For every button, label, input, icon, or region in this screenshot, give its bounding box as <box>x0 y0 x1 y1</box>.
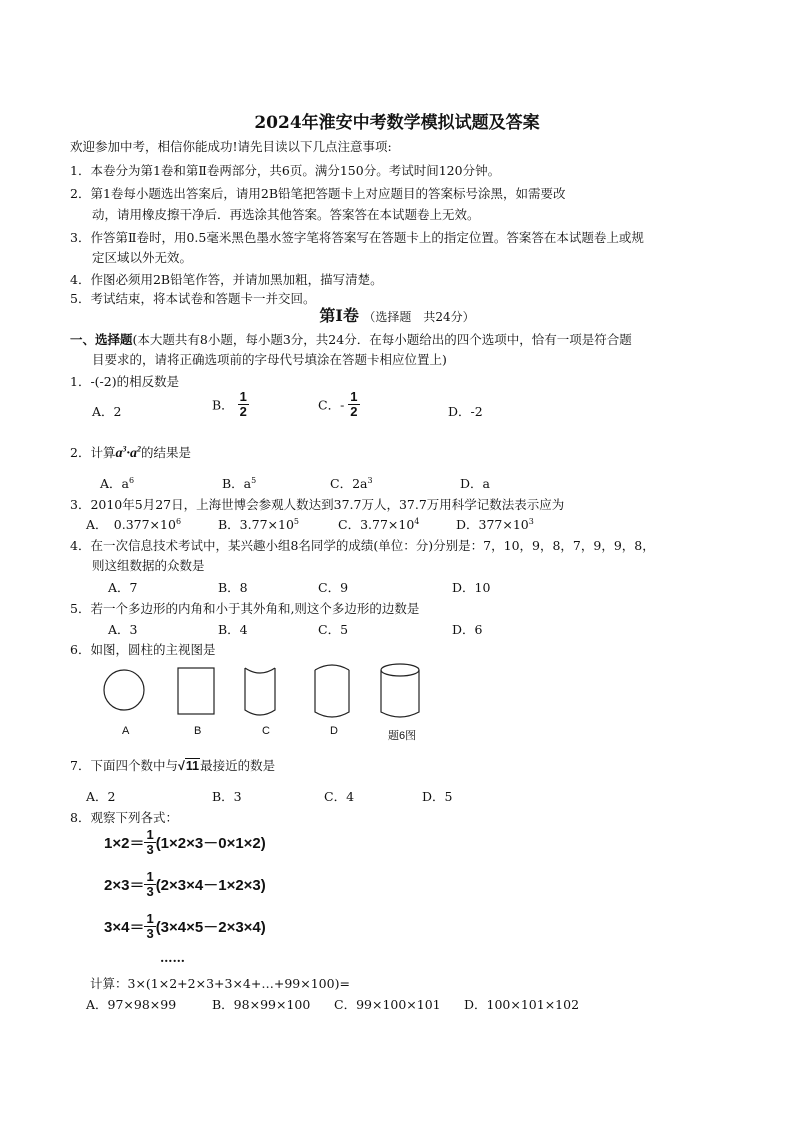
q7-suffix: 最接近的数是 <box>200 758 276 773</box>
option-b-square <box>178 668 214 714</box>
q1-stem: 1．-(-2)的相反数是 <box>70 374 180 389</box>
section-heading <box>0 303 794 326</box>
section-name: 第Ⅰ卷 <box>319 306 359 325</box>
q3-option-a <box>86 515 181 533</box>
eq-rhs: (2×3×4－1×2×3) <box>155 877 266 894</box>
option-d-cylinder <box>315 665 349 717</box>
q1-option-c-prefix: C．- <box>318 397 345 413</box>
q4-option-d: D．10 <box>452 580 491 595</box>
exponent: 5 <box>251 475 257 485</box>
q2-option-c <box>330 474 373 492</box>
q8-stem: 8．观察下列各式： <box>70 810 178 825</box>
q6-label-a: A <box>122 725 130 737</box>
intro-text: 欢迎参加中考，相信你能成功!请先目读以下几点注意事项: <box>70 139 392 154</box>
q7-stem <box>70 756 275 774</box>
option-text: C．3.77×10 <box>338 517 415 532</box>
eq-lhs: 2×3＝ <box>104 877 145 894</box>
eq-fraction <box>144 870 155 899</box>
q4-stem: 4．在一次信息技术考试中，某兴趣小组8名同学的成绩(单位：分)分别是：7，10，9，8，7，9，9，8， <box>70 538 655 553</box>
frac-denominator: 2 <box>350 404 358 419</box>
q5-option-c: C．5 <box>318 622 349 637</box>
note-1: 1．本卷分为第1卷和第Ⅱ卷两部分，共6页。满分150分。考试时间120分钟。 <box>70 163 501 178</box>
q7-prefix: 7．下面四个数中与 <box>70 758 178 773</box>
part-desc-1: (本大题共有8小题，每小题3分，共24分．在每小题给出的四个选项中，恰有一项是符合题 <box>132 332 632 347</box>
q1-option-c <box>318 390 360 419</box>
q7-option-a: A．2 <box>86 789 116 804</box>
part-heading <box>70 330 632 348</box>
page-title: 2024年淮安中考数学模拟试题及答案 <box>254 113 540 133</box>
q8-equation-2 <box>104 870 266 899</box>
exponent: 6 <box>175 516 182 526</box>
q8-option-d: D．100×101×102 <box>464 997 580 1012</box>
q6-caption: 题6图 <box>388 730 417 742</box>
q1-option-b-prefix: B． <box>212 397 234 413</box>
q4-stem-cont: 则这组数据的众数是 <box>92 558 205 573</box>
frac-numerator: 1 <box>146 827 154 842</box>
option-text: C．2a <box>330 476 368 491</box>
frac-numerator: 1 <box>146 869 154 884</box>
frac-denominator: 3 <box>146 926 154 941</box>
q4-option-c: C．9 <box>318 580 349 595</box>
note-5: 5．考试结束，将本试卷和答题卡一并交回。 <box>70 291 316 306</box>
exponent: 3 <box>122 444 127 454</box>
q3-option-c <box>338 515 419 533</box>
eq-fraction <box>144 828 155 857</box>
option-text: A．a <box>100 476 129 491</box>
option-text: B．a <box>222 476 252 491</box>
q2-expr <box>115 446 141 461</box>
frac-denominator: 2 <box>239 404 247 419</box>
section-note: （选择题 共24分） <box>363 310 475 324</box>
q6-label-c: C <box>262 725 270 737</box>
option-a-circle <box>104 670 144 710</box>
q2-option-b <box>222 474 256 492</box>
option-text: D．377×10 <box>456 517 529 532</box>
q8-ellipsis: …… <box>160 950 185 965</box>
frac-numerator: 1 <box>146 911 154 926</box>
exponent: 3 <box>367 475 373 485</box>
q4-option-a: A．7 <box>108 580 138 595</box>
q8-equation-3 <box>104 912 266 941</box>
q2-prefix: 2．计算 <box>70 445 116 460</box>
q1-option-d: D．-2 <box>448 404 483 419</box>
q4-option-b: B．8 <box>218 580 248 595</box>
exponent: 3 <box>528 516 534 526</box>
q1-option-a: A．2 <box>92 404 122 419</box>
note-2: 2．第1卷每小题选出答案后，请用2B铅笔把答题卡上对应题目的答案标号涂黑，如需要改 <box>70 186 566 201</box>
eq-rhs: (1×2×3－0×1×2) <box>155 835 266 852</box>
sqrt-11: √11 <box>177 759 200 773</box>
frac-numerator: 1 <box>350 389 358 404</box>
q7-option-d: D．5 <box>422 789 453 804</box>
note-3-cont: 定区域以外无效。 <box>92 250 193 265</box>
q5-option-d: D．6 <box>452 622 483 637</box>
option-c-cylinder <box>245 668 275 715</box>
q6-stem: 6．如图，圆柱的主视图是 <box>70 642 216 657</box>
eq-fraction <box>144 912 155 941</box>
q2-stem <box>70 443 191 462</box>
q5-option-b: B．4 <box>218 622 248 637</box>
eq-lhs: 3×4＝ <box>104 919 145 936</box>
exponent: 4 <box>414 516 420 526</box>
part-desc-2: 目要求的，请将正确选项前的字母代号填涂在答题卡相应位置上) <box>92 352 447 367</box>
figure-cylinder <box>381 664 419 717</box>
part-label: 一、选择题 <box>70 332 133 347</box>
q1-option-c-fraction <box>348 390 359 419</box>
q8-equation-1 <box>104 828 266 857</box>
q6-label-d: D <box>330 725 338 737</box>
eq-lhs: 1×2＝ <box>104 835 145 852</box>
frac-numerator: 1 <box>239 389 247 404</box>
note-2-cont: 动，请用橡皮擦干净后．再选涂其他答案。答案答在本试题卷上无效。 <box>92 207 480 222</box>
q7-option-c: C．4 <box>324 789 355 804</box>
note-4: 4．作图必须用2B铅笔作答，并请加黑加粗，描写清楚。 <box>70 272 383 287</box>
radicand: 11 <box>185 759 200 773</box>
q3-option-b <box>218 515 299 533</box>
q1-option-b-fraction <box>238 390 249 419</box>
q2-option-d: D．a <box>460 476 490 491</box>
q2-option-a <box>100 474 134 492</box>
eq-rhs: (3×4×5－2×3×4) <box>155 919 266 936</box>
q3-option-d <box>456 515 534 533</box>
q5-stem: 5．若一个多边形的内角和小于其外角和,则这个多边形的边数是 <box>70 601 420 616</box>
q3-stem: 3．2010年5月27日，上海世博会参观人数达到37.7万人，37.7万用科学记数法表示应为 <box>70 497 565 512</box>
q8-option-b: B．98×99×100 <box>212 997 311 1012</box>
note-3: 3．作答第Ⅱ卷时，用0.5毫米黑色墨水签字笔将答案写在答题卡上的指定位置。答案答在本试题卷上或规 <box>70 230 644 245</box>
frac-denominator: 3 <box>146 884 154 899</box>
dot: · <box>126 446 130 461</box>
option-text: B．3.77×10 <box>218 517 294 532</box>
option-text: A． 0.377×10 <box>86 517 176 532</box>
var-a: a <box>129 446 137 461</box>
exponent: 5 <box>293 516 299 526</box>
q7-option-b: B．3 <box>212 789 242 804</box>
q1-option-b <box>212 390 249 419</box>
q8-option-a: A．97×98×99 <box>86 997 177 1012</box>
q8-calc: 计算：3×(1×2+2×3+3×4+…+99×100)= <box>90 976 350 991</box>
q5-option-a: A．3 <box>108 622 138 637</box>
q8-option-c: C．99×100×101 <box>334 997 441 1012</box>
q2-suffix: 的结果是 <box>140 445 191 460</box>
exponent: 6 <box>128 475 135 485</box>
frac-denominator: 3 <box>146 842 154 857</box>
var-a: a <box>115 446 123 461</box>
q6-label-b: B <box>194 725 202 737</box>
exponent: 2 <box>136 444 141 454</box>
